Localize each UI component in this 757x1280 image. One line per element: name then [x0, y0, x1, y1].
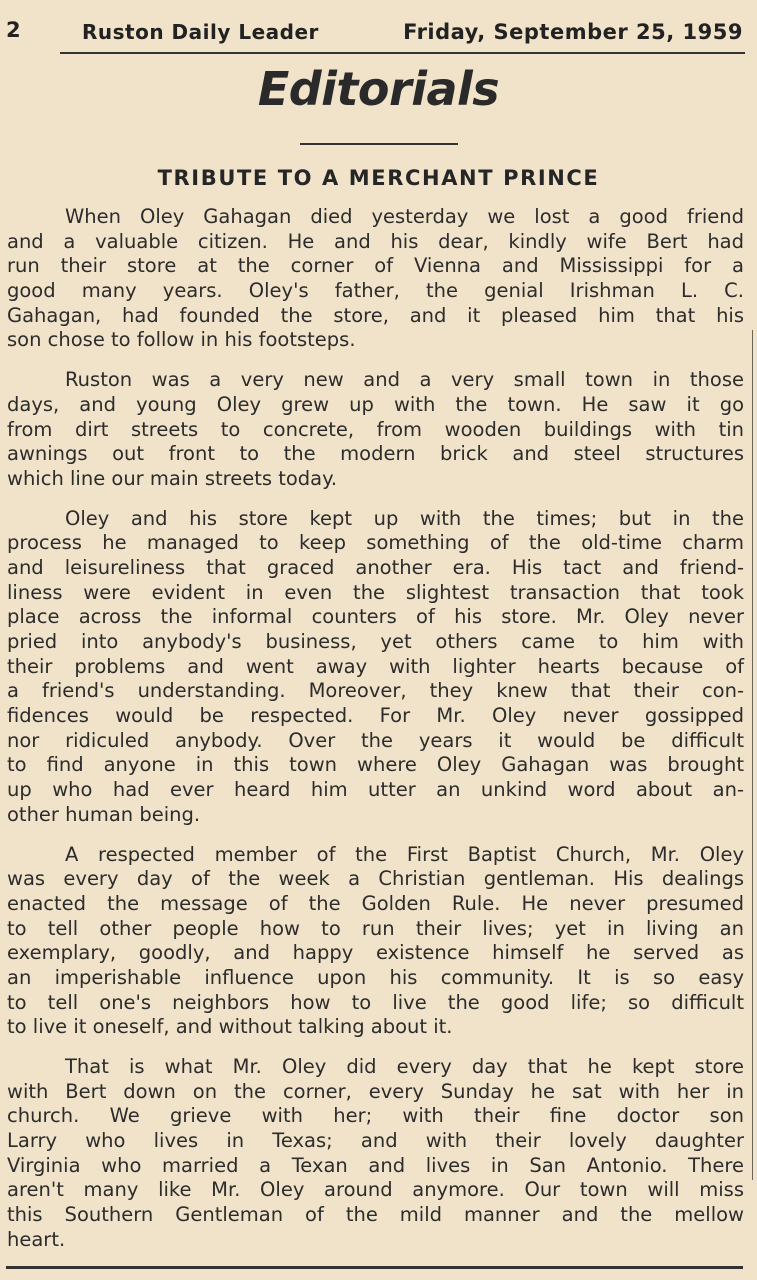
text-line: awnings out front to the modern brick and steel structures: [7, 442, 744, 466]
text-line: from dirt streets to concrete, from wooden buildings with tin: [7, 417, 744, 441]
text-line: to live it oneself, and without talking about it.: [7, 1015, 453, 1039]
text-line: Ruston was a very new and a very small town in those: [65, 368, 744, 392]
paragraph: [7, 507, 744, 828]
text-line: their problems and went away with lighter hearts because of: [7, 654, 744, 678]
text-line: That is what Mr. Oley did every day that he kept store: [65, 1055, 744, 1078]
text-line: which line our main streets today.: [7, 466, 338, 490]
issue-date: Friday, September 25, 1959: [403, 20, 743, 44]
text-line: to tell other people how to run their lives; yet in living an: [7, 916, 744, 940]
text-line: with Bert down on the corner, every Sunday he sat with her in: [7, 1079, 744, 1103]
paragraph: [7, 205, 744, 353]
text-line: pried into anybody's business, yet others came to him with: [7, 630, 744, 653]
text-line: Larry who lives in Texas; and with their lovely daughter: [7, 1129, 744, 1153]
text-line: good many years. Oley's father, the genial Irishman L. C.: [7, 279, 744, 303]
section-title: Editorials: [257, 62, 500, 116]
text-line: process he managed to keep something of the old-time charm: [7, 531, 744, 555]
text-line: church. We grieve with her; with their fine doctor son: [7, 1104, 744, 1128]
clipping-edge: [752, 330, 753, 1180]
text-line: up who had ever heard him utter an unkind word about an-: [7, 778, 744, 802]
newspaper-name: Ruston Daily Leader: [82, 20, 319, 44]
text-line: this Southern Gentleman of the mild manner and the mellow: [7, 1203, 744, 1227]
paragraph: [7, 1055, 744, 1253]
text-line: a friend's understanding. Moreover, they knew that their con-: [7, 679, 744, 703]
editorial-body: [7, 205, 744, 1268]
text-line: place across the informal counters of his store. Mr. Oley never: [7, 605, 744, 629]
text-line: nor ridiculed anybody. Over the years it would be difficult: [7, 728, 744, 752]
text-line: Oley and his store kept up with the times; but in the: [65, 506, 744, 530]
paragraph: [7, 368, 744, 491]
text-line: Virginia who married a Texan and lives in San Antonio. There: [7, 1153, 744, 1177]
text-line: heart.: [7, 1227, 66, 1251]
text-line: liness were evident in even the slightest transaction that took: [7, 580, 744, 604]
text-line: and a valuable citizen. He and his dear, kindly wife Bert had: [7, 229, 744, 253]
paragraph: [7, 843, 744, 1041]
text-line: When Oley Gahagan died yesterday we lost a good friend: [65, 205, 744, 228]
bottom-rule: [6, 1266, 743, 1269]
editorial-headline: TRIBUTE TO A MERCHANT PRINCE: [157, 166, 600, 190]
text-line: enacted the message of the Golden Rule. He never presumed: [7, 891, 744, 915]
text-line: run their store at the corner of Vienna and Mississippi for a: [7, 254, 744, 278]
text-line: son chose to follow in his footsteps.: [7, 328, 356, 352]
text-line: exemplary, goodly, and happy existence himself he served as: [7, 941, 744, 965]
text-line: Gahagan, had founded the store, and it pleased him that his: [7, 303, 744, 327]
masthead: [0, 14, 757, 54]
masthead-rule: [60, 52, 745, 54]
text-line: and leisureliness that graced another era. His tact and friend-: [7, 555, 744, 579]
text-line: fidences would be respected. For Mr. Oley never gossipped: [7, 704, 744, 728]
text-line: was every day of the week a Christian gentleman. His dealings: [7, 867, 744, 891]
title-divider: [300, 143, 458, 145]
text-line: other human being.: [7, 802, 201, 826]
text-line: to find anyone in this town where Oley Gahagan was brought: [7, 753, 744, 777]
text-line: to tell one's neighbors how to live the good life; so difficult: [7, 990, 744, 1014]
page-number: 2: [6, 18, 21, 42]
text-line: A respected member of the First Baptist Church, Mr. Oley: [65, 842, 744, 866]
text-line: days, and young Oley grew up with the town. He saw it go: [7, 392, 744, 416]
text-line: aren't many like Mr. Oley around anymore. Our town will miss: [7, 1178, 744, 1202]
text-line: an imperishable influence upon his community. It is so easy: [7, 965, 744, 989]
